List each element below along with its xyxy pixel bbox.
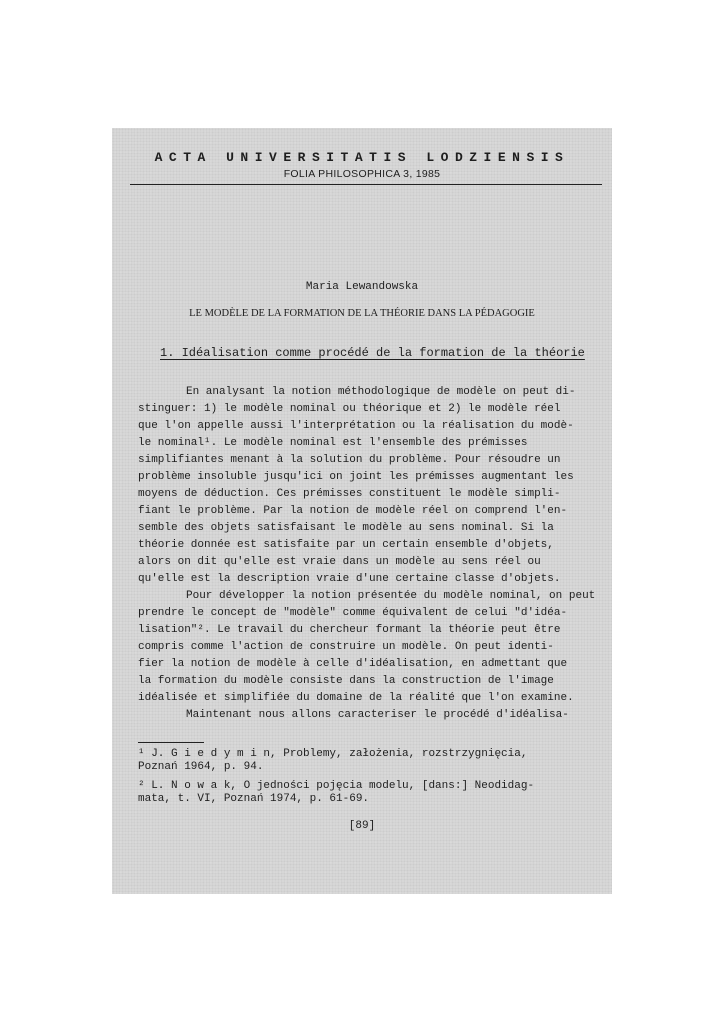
footnote-line: ² L. N o w a k, O jedności pojęcia modelu, [dans:] Neodidag- <box>138 780 535 792</box>
article-body <box>138 384 595 724</box>
body-line: lisation"². Le travail du chercheur formant la théorie peut être <box>138 624 561 636</box>
footnote-line: ¹ J. G i e d y m i n, Problemy, założenia, rozstrzygnięcia, <box>138 748 528 760</box>
body-line: Maintenant nous allons caracteriser le procédé d'idéalisa- <box>186 709 569 721</box>
header-rule <box>130 184 602 185</box>
article-author: Maria Lewandowska <box>305 281 419 293</box>
body-line: simplifiantes menant à la solution du problème. Pour résoudre un <box>138 454 561 466</box>
body-line: fier la notion de modèle à celle d'idéalisation, en admettant que <box>138 658 568 670</box>
body-line: la formation du modèle consiste dans la construction de l'image <box>138 675 554 687</box>
body-line: Pour développer la notion présentée du modèle nominal, on peut <box>186 590 596 602</box>
section-heading: 1. Idéalisation comme procédé de la formation de la théorie <box>160 346 585 360</box>
body-line: que l'on appelle aussi l'interprétation ou la réalisation du modè- <box>138 420 574 432</box>
body-line: qu'elle est la description vraie d'une certaine classe d'objets. <box>138 573 561 585</box>
footnote-line: mata, t. VI, Poznań 1974, p. 61-69. <box>138 793 370 805</box>
body-line: compris comme l'action de construire un modèle. On peut identi- <box>138 641 554 653</box>
footnotes <box>138 748 534 806</box>
body-line: stinguer: 1) le modèle nominal ou théorique et 2) le modèle réel <box>138 403 561 415</box>
series-info: FOLIA PHILOSOPHICA 3, 1985 <box>283 168 441 180</box>
footnote-line: Poznań 1964, p. 94. <box>138 761 264 773</box>
body-line: En analysant la notion méthodologique de modèle on peut di- <box>186 386 576 398</box>
page-number: [89] <box>348 820 376 832</box>
body-line: prendre le concept de "modèle" comme équivalent de celui "d'idéa- <box>138 607 568 619</box>
article-title: LE MODÈLE DE LA FORMATION DE LA THÉORIE DANS LA PÉDAGOGIE <box>189 308 535 319</box>
journal-title: ACTA UNIVERSITATIS LODZIENSIS <box>154 150 570 165</box>
body-line: le nominal¹. Le modèle nominal est l'ensemble des prémisses <box>138 437 528 449</box>
body-line: alors on dit qu'elle est vraie dans un modèle au sens réel ou <box>138 556 541 568</box>
scanned-page <box>112 128 612 894</box>
body-line: théorie donnée est satisfaite par un certain ensemble d'objets, <box>138 539 554 551</box>
body-line: problème insoluble jusqu'ici on joint les prémisses augmentant les <box>138 471 574 483</box>
body-line: idéalisée et simplifiée du domaine de la réalité que l'on examine. <box>138 692 574 704</box>
body-line: semble des objets satisfaisant le modèle au sens nominal. Si la <box>138 522 554 534</box>
body-line: moyens de déduction. Ces prémisses constituent le modèle simpli- <box>138 488 561 500</box>
body-line: fiant le problème. Par la notion de modèle réel on comprend l'en- <box>138 505 568 517</box>
footnote-rule <box>138 742 204 743</box>
